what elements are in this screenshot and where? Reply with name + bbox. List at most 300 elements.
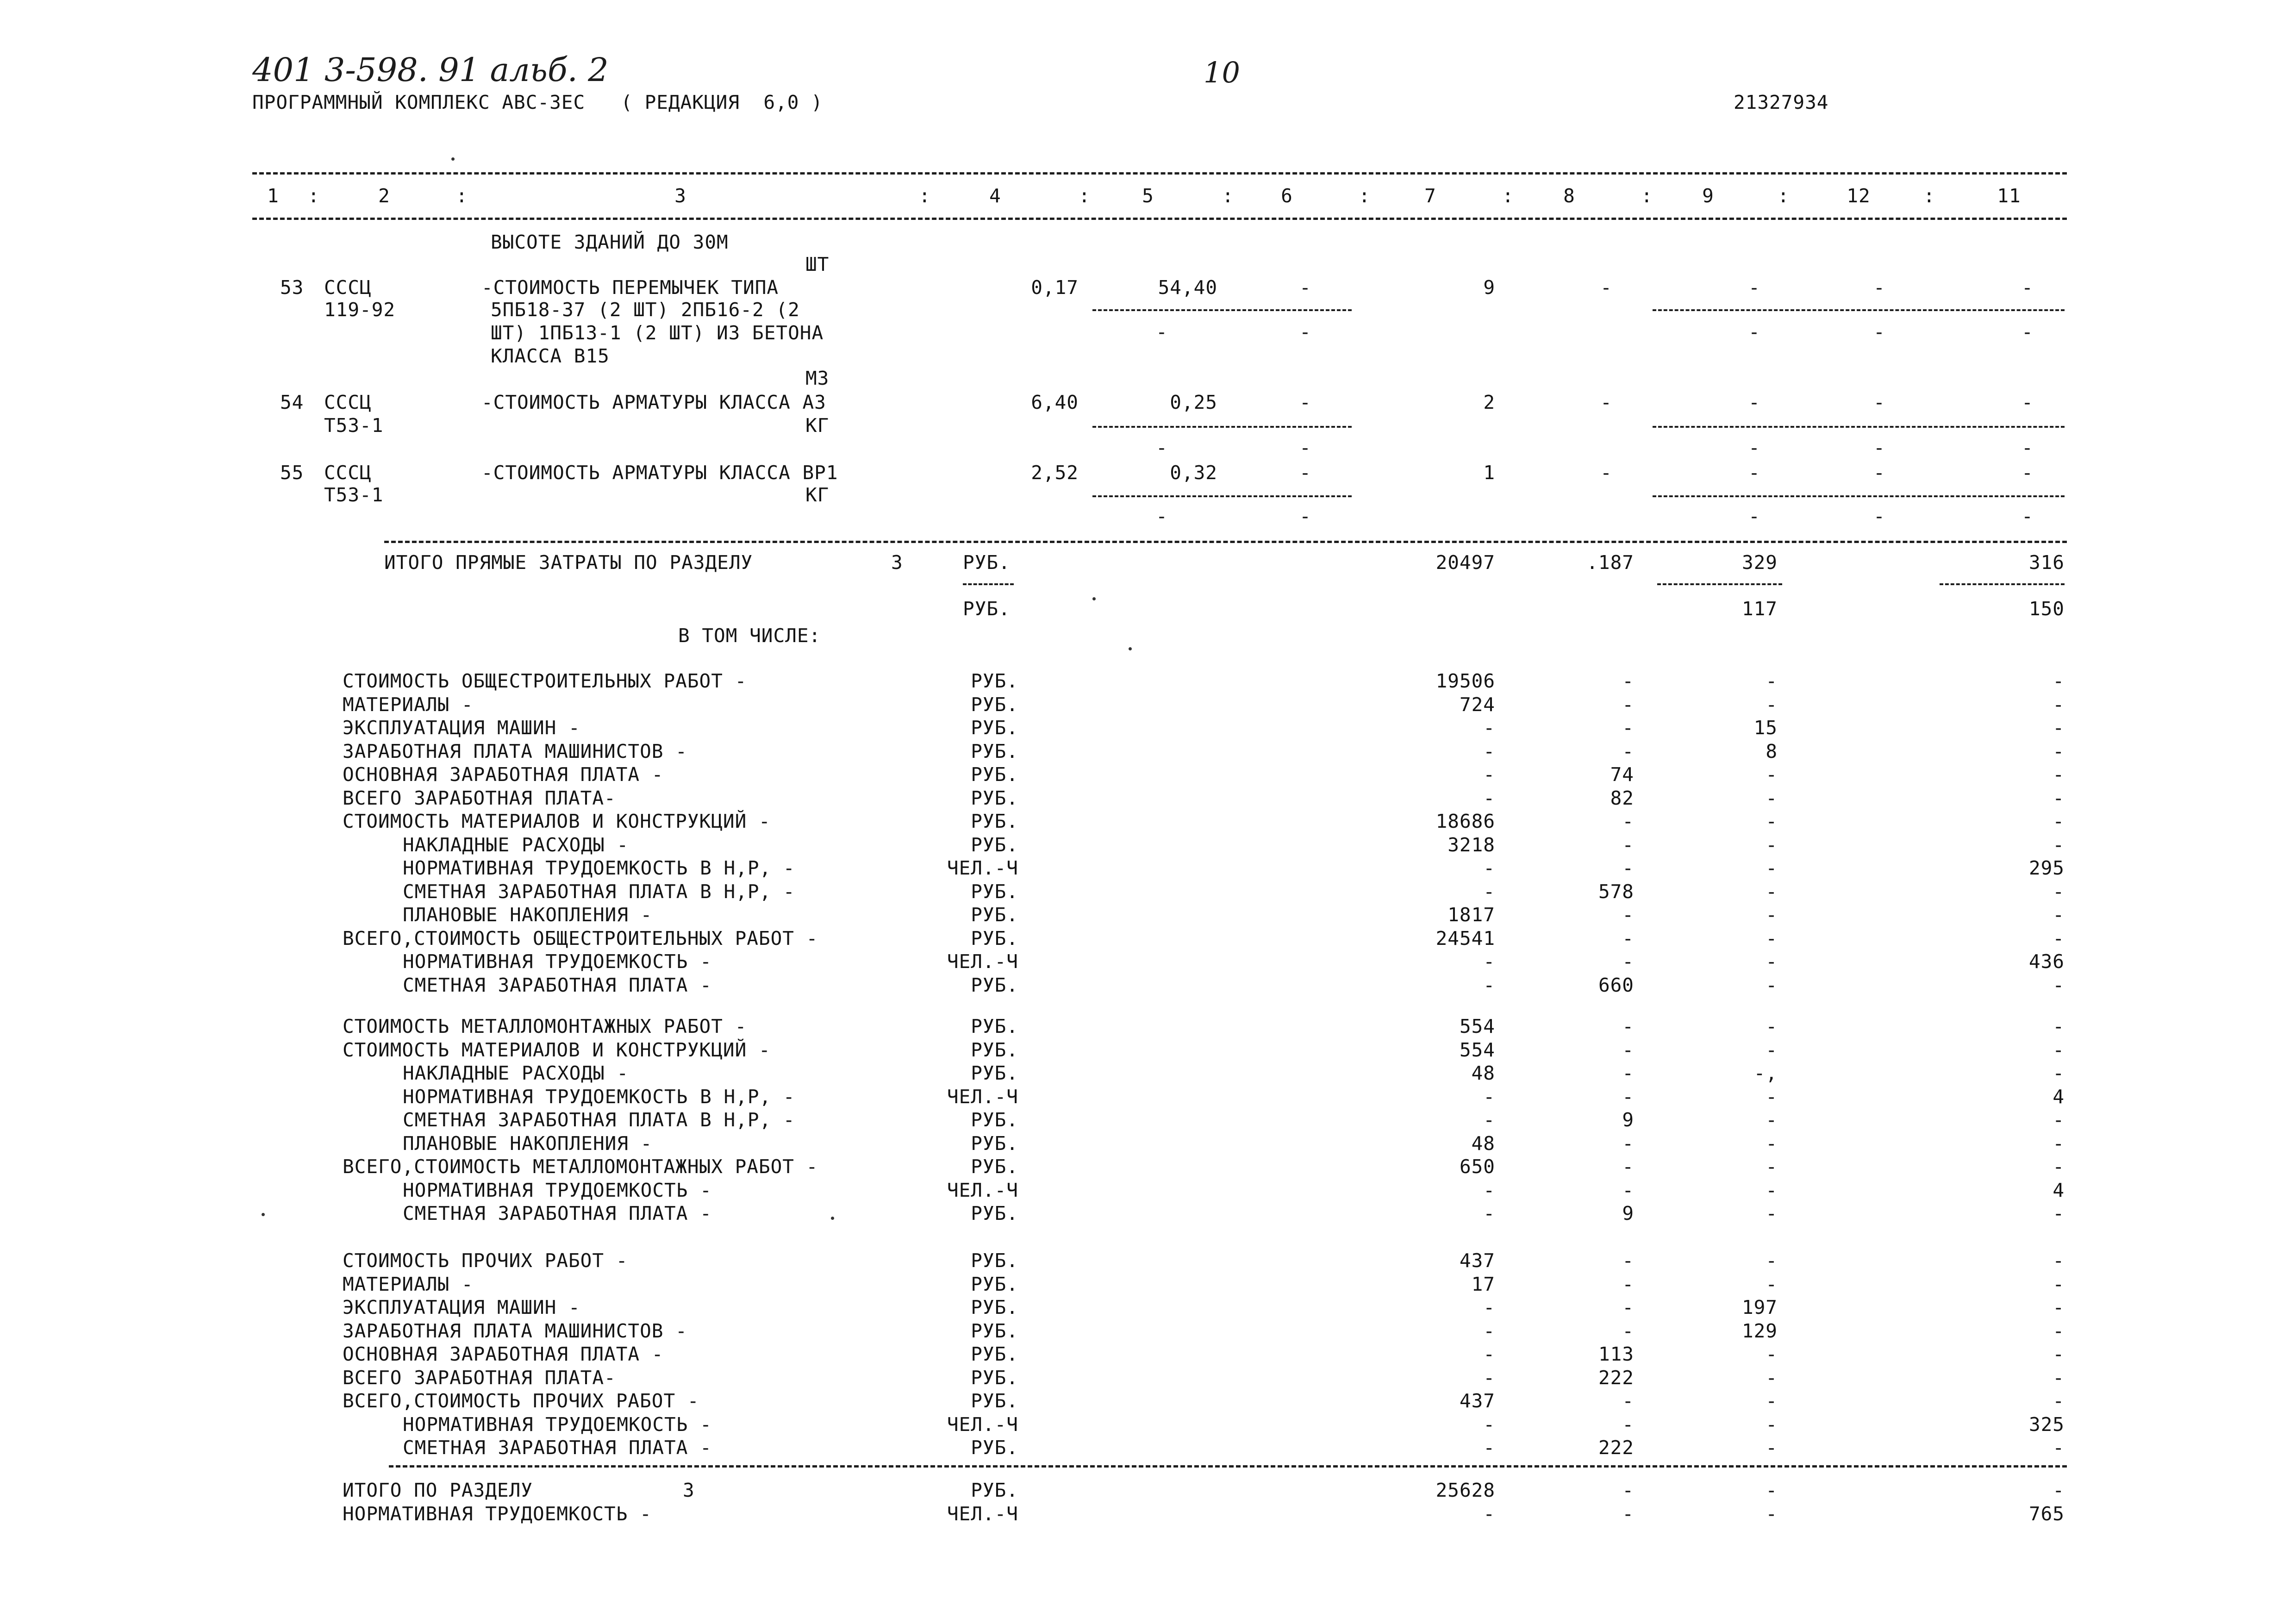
row-label: ОСНОВНАЯ ЗАРАБОТНАЯ ПЛАТА - (343, 763, 664, 786)
row-col7: - (1483, 1437, 1495, 1459)
item-55-subrule (1653, 495, 2065, 497)
item-53-sub-col12: - (1873, 321, 1885, 343)
row-col8: 9 (1622, 1109, 1634, 1131)
row-col8: - (1622, 1296, 1634, 1318)
row-col7: - (1483, 974, 1495, 996)
row-col9: 8 (1766, 740, 1778, 762)
row-col7: - (1483, 763, 1495, 786)
item-54-unit: КГ (805, 414, 830, 437)
row-col11: - (2053, 904, 2065, 926)
col-header-2: 2 (378, 185, 390, 207)
item-55-sub-col6: - (1299, 505, 1311, 527)
item-55-code: СССЦ (324, 462, 372, 484)
row-label: СМЕТНАЯ ЗАРАБОТНАЯ ПЛАТА В Н,Р, - (403, 1109, 795, 1131)
item-53-col6: - (1299, 276, 1311, 299)
row-label: НОРМАТИВНАЯ ТРУДОЕМКОСТЬ - (403, 1413, 712, 1436)
item-55-col12: - (1873, 462, 1885, 484)
row-col9: - (1766, 763, 1778, 786)
row-col8: 222 (1598, 1366, 1634, 1389)
row-col8: 9 (1622, 1202, 1634, 1224)
row-col11: - (2053, 1038, 2065, 1061)
row-col9: - (1766, 880, 1778, 903)
row-col7: 437 (1459, 1249, 1495, 1272)
row-unit: РУБ. (971, 1437, 1018, 1459)
row-unit: ЧЕЛ.-Ч (947, 1179, 1018, 1201)
row-col8: - (1622, 1179, 1634, 1201)
row-label: ИТОГО ПО РАЗДЕЛУ (343, 1479, 533, 1501)
row-col9: - (1766, 857, 1778, 879)
row-unit: РУБ. (971, 693, 1018, 716)
row-label: ЗАРАБОТНАЯ ПЛАТА МАШИНИСТОВ - (343, 740, 687, 762)
row-col7: - (1483, 1413, 1495, 1436)
row-col9: - (1766, 833, 1778, 856)
total-direct-section: 3 (891, 551, 903, 574)
row-col7: - (1483, 1319, 1495, 1342)
row-col7: 24541 (1435, 927, 1495, 949)
row-label: СМЕТНАЯ ЗАРАБОТНАЯ ПЛАТА - (403, 1202, 712, 1224)
row-col9: - (1766, 1132, 1778, 1155)
row-col8: - (1622, 1085, 1634, 1108)
row-col11: - (2053, 1437, 2065, 1459)
col-separator: : (1641, 185, 1653, 207)
item-53-qty: 0,17 (1031, 276, 1079, 299)
row-col8: - (1622, 1062, 1634, 1084)
row-label: СМЕТНАЯ ЗАРАБОТНАЯ ПЛАТА - (403, 974, 712, 996)
row-col9: - (1766, 1437, 1778, 1459)
row-col8: - (1622, 904, 1634, 926)
item-53-name: -СТОИМОСТЬ ПЕРЕМЫЧЕК ТИПА (481, 276, 779, 299)
item-55-col6: - (1299, 462, 1311, 484)
row-col11: 4 (2053, 1085, 2065, 1108)
row-label: НАКЛАДНЫЕ РАСХОДЫ - (403, 833, 629, 856)
col-separator: : (1359, 185, 1371, 207)
row-col9: - (1766, 950, 1778, 973)
row-unit: РУБ. (971, 1479, 1018, 1501)
item-54-col8: - (1600, 391, 1612, 413)
item-55-number: 55 (280, 462, 304, 484)
row-label: СТОИМОСТЬ ОБЩЕСТРОИТЕЛЬНЫХ РАБОТ - (343, 670, 747, 692)
row-unit: ЧЕЛ.-Ч (947, 857, 1018, 879)
row-col8: - (1622, 717, 1634, 739)
row-col11: - (2053, 1202, 2065, 1224)
row-col9: - (1766, 1390, 1778, 1412)
row-col9: - (1766, 1015, 1778, 1037)
col-header-5: 5 (1142, 185, 1154, 207)
row-unit: РУБ. (971, 1062, 1018, 1084)
item-53-price: 54,40 (1158, 276, 1217, 299)
row-unit: РУБ. (971, 1366, 1018, 1389)
item-53-sub-col11: - (2021, 321, 2034, 343)
row-label: НОРМАТИВНАЯ ТРУДОЕМКОСТЬ В Н,Р, - (403, 857, 795, 879)
row-label: МАТЕРИАЛЫ - (343, 1273, 474, 1295)
row-col7: 724 (1459, 693, 1495, 716)
row-col7: - (1483, 1179, 1495, 1201)
item-54-code-ref: Т53-1 (324, 414, 384, 437)
row-unit: РУБ. (971, 1343, 1018, 1365)
row-col7: 18686 (1435, 810, 1495, 832)
total-direct-subrule (1657, 583, 1782, 585)
row-label: НОРМАТИВНАЯ ТРУДОЕМКОСТЬ - (343, 1502, 652, 1525)
item-54-subrule (1092, 426, 1352, 428)
row-col7: 48 (1471, 1132, 1495, 1155)
row-unit: РУБ. (971, 1109, 1018, 1131)
row-label: ВСЕГО ЗАРАБОТНАЯ ПЛАТА- (343, 1366, 616, 1389)
total-direct-col8: .187 (1586, 551, 1634, 574)
item-55-price: 0,32 (1170, 462, 1217, 484)
row-label: СТОИМОСТЬ МАТЕРИАЛОВ И КОНСТРУКЦИЙ - (343, 1038, 771, 1061)
row-unit: РУБ. (971, 1273, 1018, 1295)
row-col9: - (1766, 1109, 1778, 1131)
row-col11: - (2053, 1015, 2065, 1037)
total-direct-unit-2: РУБ. (963, 598, 1011, 620)
row-col9: 15 (1753, 717, 1778, 739)
total-direct-subrule (963, 583, 1014, 585)
row-col9: - (1766, 1413, 1778, 1436)
col-header-11: 11 (1997, 185, 2021, 207)
row-col9: - (1766, 1479, 1778, 1501)
row-label: ЗАРАБОТНАЯ ПЛАТА МАШИНИСТОВ - (343, 1319, 687, 1342)
row-col11: - (2053, 717, 2065, 739)
col-header-9: 9 (1702, 185, 1714, 207)
row-label: ОСНОВНАЯ ЗАРАБОТНАЯ ПЛАТА - (343, 1343, 664, 1365)
row-col7: 650 (1459, 1156, 1495, 1178)
row-col11: - (2053, 927, 2065, 949)
item-53-subrule (1653, 309, 2065, 311)
row-col7: 3218 (1447, 833, 1495, 856)
row-label: СМЕТНАЯ ЗАРАБОТНАЯ ПЛАТА В Н,Р, - (403, 880, 795, 903)
col-separator: : (919, 185, 931, 207)
item-55-sub-col12: - (1873, 505, 1885, 527)
item-53-name: ШТ) 1ПБ13-1 (2 ШТ) ИЗ БЕТОНА (491, 322, 824, 344)
item-54-sub-col12: - (1873, 437, 1885, 459)
row-col7: - (1483, 1085, 1495, 1108)
row-col9: -, (1753, 1062, 1778, 1084)
header-bottom-rule (252, 218, 2067, 220)
scan-speck (831, 1217, 834, 1220)
item-55-sub-col9: - (1748, 505, 1760, 527)
item-55-name: -СТОИМОСТЬ АРМАТУРЫ КЛАССА ВР1 (481, 462, 838, 484)
row-col11: - (2053, 1062, 2065, 1084)
col-separator: : (1923, 185, 1935, 207)
row-col9: - (1766, 1273, 1778, 1295)
row-col8: 74 (1610, 763, 1634, 786)
row-col7: 25628 (1435, 1479, 1495, 1501)
row-col11: - (2053, 1366, 2065, 1389)
row-col9: - (1766, 1343, 1778, 1365)
row-col11: - (2053, 1319, 2065, 1342)
row-col8: - (1622, 1038, 1634, 1061)
row-col11: - (2053, 1479, 2065, 1501)
row-col8: - (1622, 1502, 1634, 1525)
item-54-sub-col11: - (2021, 437, 2034, 459)
row-unit: РУБ. (971, 1038, 1018, 1061)
row-label: НОРМАТИВНАЯ ТРУДОЕМКОСТЬ - (403, 950, 712, 973)
row-unit: РУБ. (971, 904, 1018, 926)
row-col9: - (1766, 974, 1778, 996)
row-col11: - (2053, 693, 2065, 716)
row-col7: - (1483, 950, 1495, 973)
item-53-name: КЛАССА В15 (491, 345, 610, 367)
row-col8: - (1622, 693, 1634, 716)
row-unit: РУБ. (971, 1390, 1018, 1412)
total-direct-col11b: 150 (2028, 598, 2065, 620)
item-55-col7: 1 (1483, 462, 1495, 484)
document-number: 21327934 (1734, 91, 1829, 113)
row-col7: 48 (1471, 1062, 1495, 1084)
row-col8: - (1622, 1156, 1634, 1178)
item-54-sub-col9: - (1748, 437, 1760, 459)
total-direct-col9b: 117 (1741, 598, 1778, 620)
program-header: ПРОГРАММНЫЙ КОМПЛЕКС АВС-3ЕС ( РЕДАКЦИЯ 6,0 ) (252, 91, 823, 113)
row-col11: - (2053, 1156, 2065, 1178)
row-unit: РУБ. (971, 974, 1018, 996)
row-col7: 1817 (1447, 904, 1495, 926)
row-col9: - (1766, 1156, 1778, 1178)
total-direct-unit: РУБ. (963, 551, 1011, 574)
item-53-name: 5ПБ18-37 (2 ШТ) 2ПБ16-2 (2 (491, 299, 800, 321)
item-53-col9: - (1748, 276, 1760, 299)
item-54-price: 0,25 (1170, 391, 1217, 413)
row-label: СТОИМОСТЬ ПРОЧИХ РАБОТ - (343, 1249, 628, 1272)
item-54-qty: 6,40 (1031, 391, 1079, 413)
item-53-unit: ШТ (805, 253, 830, 275)
item-54-sub-col5: - (1156, 437, 1168, 459)
row-col7: - (1483, 880, 1495, 903)
page-number: 10 (1204, 56, 1240, 89)
row-col9: - (1766, 670, 1778, 692)
row-col11: - (2053, 1296, 2065, 1318)
item-54-unit-top: М3 (805, 367, 830, 389)
row-unit: РУБ. (971, 1319, 1018, 1342)
row-col9: - (1766, 1366, 1778, 1389)
row-unit: ЧЕЛ.-Ч (947, 1502, 1018, 1525)
row-label: ПЛАНОВЫЕ НАКОПЛЕНИЯ - (403, 1132, 653, 1155)
item-54-col9: - (1748, 391, 1760, 413)
row-col11: - (2053, 1343, 2065, 1365)
total-direct-subrule (1940, 583, 2065, 585)
item-55-subrule (1092, 495, 1352, 497)
col-separator: : (308, 185, 320, 207)
row-col9: - (1766, 1202, 1778, 1224)
col-header-4: 4 (989, 185, 1001, 207)
col-header-12: 12 (1847, 185, 1871, 207)
row-label: ЭКСПЛУАТАЦИЯ МАШИН - (343, 717, 580, 739)
row-label: ВСЕГО,СТОИМОСТЬ МЕТАЛЛОМОНТАЖНЫХ РАБОТ - (343, 1156, 818, 1178)
row-col11: - (2053, 740, 2065, 762)
row-unit: РУБ. (971, 833, 1018, 856)
row-col9: - (1766, 810, 1778, 832)
row-col7: - (1483, 1343, 1495, 1365)
item-53-code: СССЦ (324, 276, 372, 299)
item-53-subrule (1092, 309, 1352, 311)
item-55-code-ref: Т53-1 (324, 484, 384, 506)
item-55-sub-col11: - (2021, 505, 2034, 527)
row-col11: - (2053, 1273, 2065, 1295)
row-label: ВСЕГО,СТОИМОСТЬ ОБЩЕСТРОИТЕЛЬНЫХ РАБОТ - (343, 927, 818, 949)
item-54-code: СССЦ (324, 391, 372, 413)
row-col8: 578 (1598, 880, 1634, 903)
item-53-col12: - (1873, 276, 1885, 299)
total-direct-col9: 329 (1741, 551, 1778, 574)
row-col8: - (1622, 1319, 1634, 1342)
item-53-col7: 9 (1483, 276, 1495, 299)
row-col8: 660 (1598, 974, 1634, 996)
row-col7: 554 (1459, 1038, 1495, 1061)
row-unit: РУБ. (971, 880, 1018, 903)
row-unit: ЧЕЛ.-Ч (947, 1085, 1018, 1108)
item-55-unit: КГ (805, 484, 830, 506)
row-col11: - (2053, 1390, 2065, 1412)
item-54-col7: 2 (1483, 391, 1495, 413)
item-55-sub-col5: - (1156, 505, 1168, 527)
row-col7: - (1483, 1109, 1495, 1131)
total-direct-rule (384, 541, 2067, 543)
item-54-sub-col6: - (1299, 437, 1311, 459)
row-col8: - (1622, 810, 1634, 832)
row-col11: 325 (2028, 1413, 2065, 1436)
row-label: НАКЛАДНЫЕ РАСХОДЫ - (403, 1062, 629, 1084)
row-label: ВСЕГО,СТОИМОСТЬ ПРОЧИХ РАБОТ - (343, 1390, 699, 1412)
section-total-rule (389, 1465, 2067, 1468)
item-53-sub-col9: - (1748, 321, 1760, 343)
item-55-col8: - (1600, 462, 1612, 484)
row-label: СТОИМОСТЬ МАТЕРИАЛОВ И КОНСТРУКЦИЙ - (343, 810, 771, 832)
row-unit: РУБ. (971, 787, 1018, 809)
row-col8: - (1622, 670, 1634, 692)
row-col8: - (1622, 740, 1634, 762)
scan-speck (1129, 647, 1132, 650)
row-col9: - (1766, 1249, 1778, 1272)
col-separator: : (1502, 185, 1514, 207)
row-col8: - (1622, 1132, 1634, 1155)
row-label: ВСЕГО ЗАРАБОТНАЯ ПЛАТА- (343, 787, 616, 809)
row-unit: РУБ. (971, 1015, 1018, 1037)
row-col8: 222 (1598, 1437, 1634, 1459)
row-col11: - (2053, 810, 2065, 832)
row-col8: - (1622, 1015, 1634, 1037)
col-header-7: 7 (1424, 185, 1436, 207)
row-col8: 82 (1610, 787, 1634, 809)
item-54-col12: - (1873, 391, 1885, 413)
row-unit: РУБ. (971, 670, 1018, 692)
row-col9: - (1766, 787, 1778, 809)
row-unit: РУБ. (971, 1156, 1018, 1178)
row-col8: - (1622, 1413, 1634, 1436)
row-col11: - (2053, 787, 2065, 809)
item-54-name: -СТОИМОСТЬ АРМАТУРЫ КЛАССА А3 (481, 391, 826, 413)
scan-speck (262, 1213, 265, 1216)
item-55-col9: - (1748, 462, 1760, 484)
col-separator: : (1079, 185, 1091, 207)
row-section-number: 3 (683, 1479, 695, 1501)
row-col9: - (1766, 1502, 1778, 1525)
item-53-code-ref: 119-92 (324, 299, 396, 321)
row-col7: - (1483, 1202, 1495, 1224)
row-unit: РУБ. (971, 1296, 1018, 1318)
row-col8: - (1622, 1273, 1634, 1295)
scan-speck (451, 157, 455, 161)
row-col11: 436 (2028, 950, 2065, 973)
row-col11: - (2053, 670, 2065, 692)
row-col11: - (2053, 974, 2065, 996)
row-unit: ЧЕЛ.-Ч (947, 950, 1018, 973)
col-separator: : (456, 185, 468, 207)
item-continuation: ВЫСОТЕ ЗДАНИЙ ДО 30М (491, 231, 729, 253)
row-unit: РУБ. (971, 927, 1018, 949)
row-col7: 437 (1459, 1390, 1495, 1412)
row-col8: 113 (1598, 1343, 1634, 1365)
item-53-col8: - (1600, 276, 1612, 299)
row-col11: 765 (2028, 1502, 2065, 1525)
item-54-number: 54 (280, 391, 304, 413)
row-col8: - (1622, 927, 1634, 949)
row-col11: - (2053, 1249, 2065, 1272)
row-col7: - (1483, 787, 1495, 809)
row-label: СМЕТНАЯ ЗАРАБОТНАЯ ПЛАТА - (403, 1437, 712, 1459)
row-col7: 554 (1459, 1015, 1495, 1037)
col-separator: : (1778, 185, 1790, 207)
in-total-label: В ТОМ ЧИСЛЕ: (678, 625, 821, 647)
row-label: ПЛАНОВЫЕ НАКОПЛЕНИЯ - (403, 904, 653, 926)
item-54-col11: - (2021, 391, 2034, 413)
row-col7: 17 (1471, 1273, 1495, 1295)
item-54-subrule (1653, 426, 2065, 428)
row-col8: - (1622, 1479, 1634, 1501)
item-53-number: 53 (280, 276, 304, 299)
col-header-3: 3 (674, 185, 686, 207)
row-unit: РУБ. (971, 1249, 1018, 1272)
item-53-sub-col5: - (1156, 321, 1168, 343)
row-col7: - (1483, 1296, 1495, 1318)
row-label: НОРМАТИВНАЯ ТРУДОЕМКОСТЬ - (403, 1179, 712, 1201)
row-unit: РУБ. (971, 1132, 1018, 1155)
row-col9: 197 (1741, 1296, 1778, 1318)
row-col7: - (1483, 1502, 1495, 1525)
total-direct-label: ИТОГО ПРЯМЫЕ ЗАТРАТЫ ПО РАЗДЕЛУ (384, 551, 753, 574)
row-label: СТОИМОСТЬ МЕТАЛЛОМОНТАЖНЫХ РАБОТ - (343, 1015, 747, 1037)
row-col9: - (1766, 1179, 1778, 1201)
total-direct-col11: 316 (2028, 551, 2065, 574)
row-col8: - (1622, 833, 1634, 856)
row-col8: - (1622, 1390, 1634, 1412)
row-unit: ЧЕЛ.-Ч (947, 1413, 1018, 1436)
item-53-col11: - (2021, 276, 2034, 299)
row-unit: РУБ. (971, 717, 1018, 739)
table-top-rule (252, 172, 2067, 175)
row-col9: - (1766, 1085, 1778, 1108)
row-col7: - (1483, 1366, 1495, 1389)
row-col9: - (1766, 904, 1778, 926)
row-label: МАТЕРИАЛЫ - (343, 693, 474, 716)
row-col11: - (2053, 833, 2065, 856)
total-direct-col7: 20497 (1435, 551, 1495, 574)
row-unit: РУБ. (971, 1202, 1018, 1224)
item-55-qty: 2,52 (1031, 462, 1079, 484)
handwritten-doc-code: 401 3-598. 91 альб. 2 (252, 51, 609, 89)
row-col7: 19506 (1435, 670, 1495, 692)
row-col8: - (1622, 857, 1634, 879)
row-col11: - (2053, 763, 2065, 786)
col-header-1: 1 (267, 185, 279, 207)
item-55-col11: - (2021, 462, 2034, 484)
row-col9: - (1766, 1038, 1778, 1061)
row-unit: РУБ. (971, 740, 1018, 762)
row-col11: 4 (2053, 1179, 2065, 1201)
row-col8: - (1622, 1249, 1634, 1272)
row-col7: - (1483, 717, 1495, 739)
row-label: ЭКСПЛУАТАЦИЯ МАШИН - (343, 1296, 580, 1318)
item-54-col6: - (1299, 391, 1311, 413)
